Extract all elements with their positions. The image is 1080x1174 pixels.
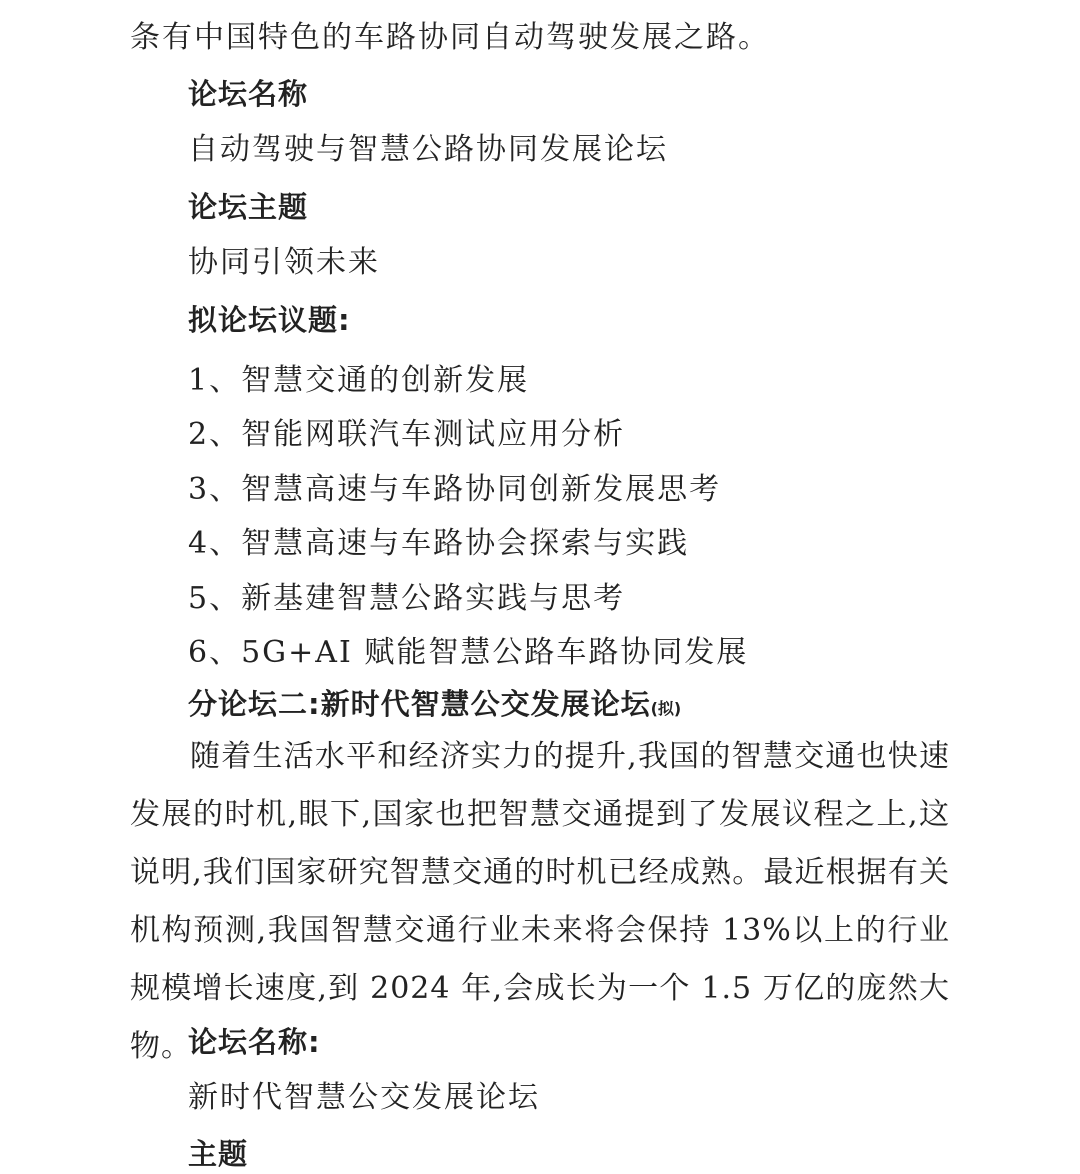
forum2-name: 新时代智慧公交发展论坛 (188, 1080, 540, 1115)
forum2-theme-heading: 主题 (188, 1137, 249, 1171)
forum1-name-heading: 论坛名称 (188, 77, 309, 111)
forum1-theme: 协同引领未来 (188, 245, 380, 280)
intro-tail-text: 条有中国特色的车路协同自动驾驶发展之路。 (130, 20, 770, 55)
topic-item: 6、5G+AI 赋能智慧公路车路协同发展 (188, 635, 749, 670)
forum2-heading-note: (拟) (650, 699, 682, 718)
forum2-name-heading: 论坛名称: (188, 1025, 321, 1059)
topic-item: 2、智能网联汽车测试应用分析 (188, 417, 626, 452)
forum2-paragraph: 随着生活水平和经济实力的提升,我国的智慧交通也快速发展的时机,眼下,国家也把智慧交通提到了发展议程之上,这说明,我们国家研究智慧交通的时机已经成熟。最近根据有关机构预测,我国智慧交通行业未来将会保持 13%以上的行业规模增长速度,到 2024 年,会成长为一个 1.5 万亿的庞然大物。 (130, 739, 950, 1064)
forum1-theme-heading: 论坛主题 (188, 190, 309, 224)
forum2-heading (188, 684, 681, 729)
topic-item: 3、智慧高速与车路协同创新发展思考 (188, 472, 722, 507)
forum1-name: 自动驾驶与智慧公路协同发展论坛 (188, 132, 668, 167)
forum2-heading-text: 分论坛二:新时代智慧公交发展论坛 (188, 687, 651, 721)
forum1-topics-heading: 拟论坛议题: (188, 303, 351, 337)
topic-item: 5、新基建智慧公路实践与思考 (188, 581, 626, 616)
topic-item: 1、智慧交通的创新发展 (188, 363, 530, 398)
topic-item: 4、智慧高速与车路协会探索与实践 (188, 526, 690, 561)
